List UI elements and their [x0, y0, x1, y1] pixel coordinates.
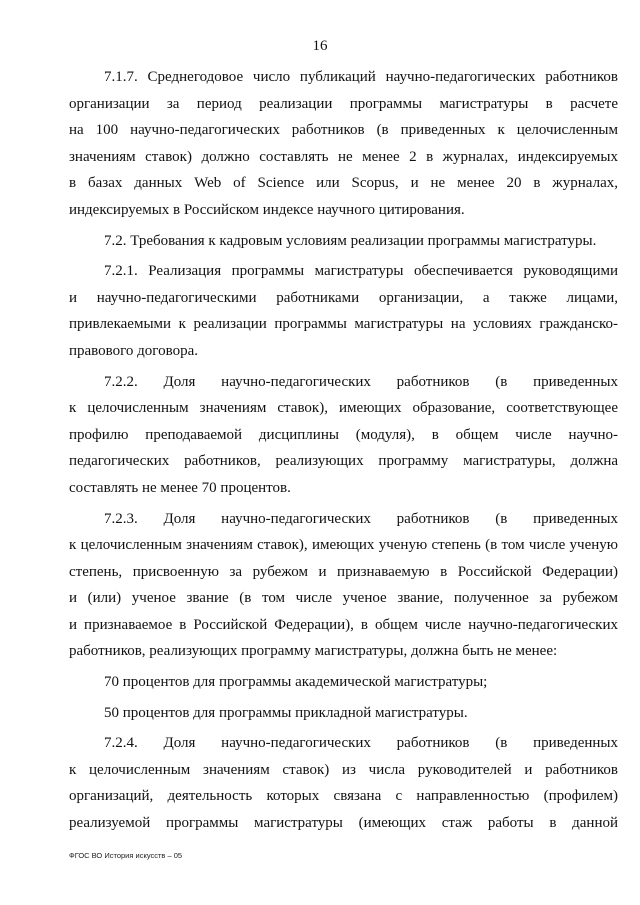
- text-line: 70 процентов для программы академической магистратуры;: [104, 674, 488, 691]
- text-line: привлекаемыми к реализации программы магистратуры на условиях гражданско-: [69, 316, 618, 333]
- text-line: организаций, деятельность которых связана с направленностью (профилем): [69, 788, 618, 805]
- paragraph-7-2-4: [69, 730, 618, 836]
- text-line: значениям ставок) должно составлять не менее 2 в журналах, индексируемых: [69, 148, 618, 165]
- text-line: и признаваемое в Российской Федерации), в общем числе научно-педагогических: [69, 616, 618, 633]
- text-line: к целочисленным значениям ставок), имеющих образование, соответствующее: [69, 400, 618, 417]
- paragraph-7-2-1: [69, 258, 618, 364]
- paragraph-7-2-2: [69, 369, 618, 502]
- list-item-academic: [69, 669, 618, 696]
- document-body: [69, 64, 618, 837]
- document-footer: ФГОС ВО История искусств – 05: [69, 851, 183, 860]
- text-line: организации за период реализации программы магистратуры в расчете: [69, 95, 618, 112]
- text-line: степень, присвоенную за рубежом и признаваемую в Российской Федерации): [69, 563, 618, 580]
- text-line: профилю преподаваемой дисциплины (модуля), в общем числе научно-: [69, 426, 618, 443]
- text-line: 7.2.4. Доля научно-педагогических работников (в приведенных: [104, 735, 618, 752]
- text-line: на 100 научно-педагогических работников (в приведенных к целочисленным: [69, 122, 618, 139]
- text-line: правового договора.: [69, 342, 198, 359]
- text-line: 7.1.7. Среднегодовое число публикаций научно-педагогических работников: [104, 69, 618, 85]
- text-line: 50 процентов для программы прикладной магистратуры.: [104, 704, 468, 721]
- text-line: реализуемой программы магистратуры (имеющих стаж работы в данной: [69, 815, 618, 832]
- text-line: и научно-педагогическими работниками организации, а также лицами,: [69, 289, 618, 306]
- list-item-applied: [69, 700, 618, 727]
- text-line: индексируемых в Российском индексе научного цитирования.: [69, 201, 465, 218]
- text-line: 7.2.2. Доля научно-педагогических работников (в приведенных: [104, 373, 618, 390]
- text-line: в базах данных Web of Science или Scopus, и не менее 20 в журналах,: [69, 175, 618, 192]
- text-line: 7.2. Требования к кадровым условиям реализации программы магистратуры.: [104, 232, 597, 249]
- paragraph-7-1-7: [69, 64, 618, 224]
- text-line: работников, реализующих программу магистратуры, должна быть не менее:: [69, 643, 558, 660]
- page-number: 16: [312, 38, 328, 54]
- text-line: к целочисленным значениям ставок), имеющих ученую степень (в том числе ученую: [69, 537, 618, 554]
- text-line: и (или) ученое звание (в том числе ученое звание, полученное за рубежом: [69, 590, 618, 607]
- text-line: 7.2.3. Доля научно-педагогических работников (в приведенных: [104, 510, 618, 527]
- section-heading-7-2: [69, 228, 618, 255]
- text-line: составлять не менее 70 процентов.: [69, 479, 291, 496]
- text-line: педагогических работников, реализующих программу магистратуры, должна: [69, 453, 618, 470]
- text-line: 7.2.1. Реализация программы магистратуры обеспечивается руководящими: [104, 263, 618, 280]
- text-line: к целочисленным значениям ставок) из числа руководителей и работников: [69, 761, 618, 778]
- paragraph-7-2-3: [69, 506, 618, 666]
